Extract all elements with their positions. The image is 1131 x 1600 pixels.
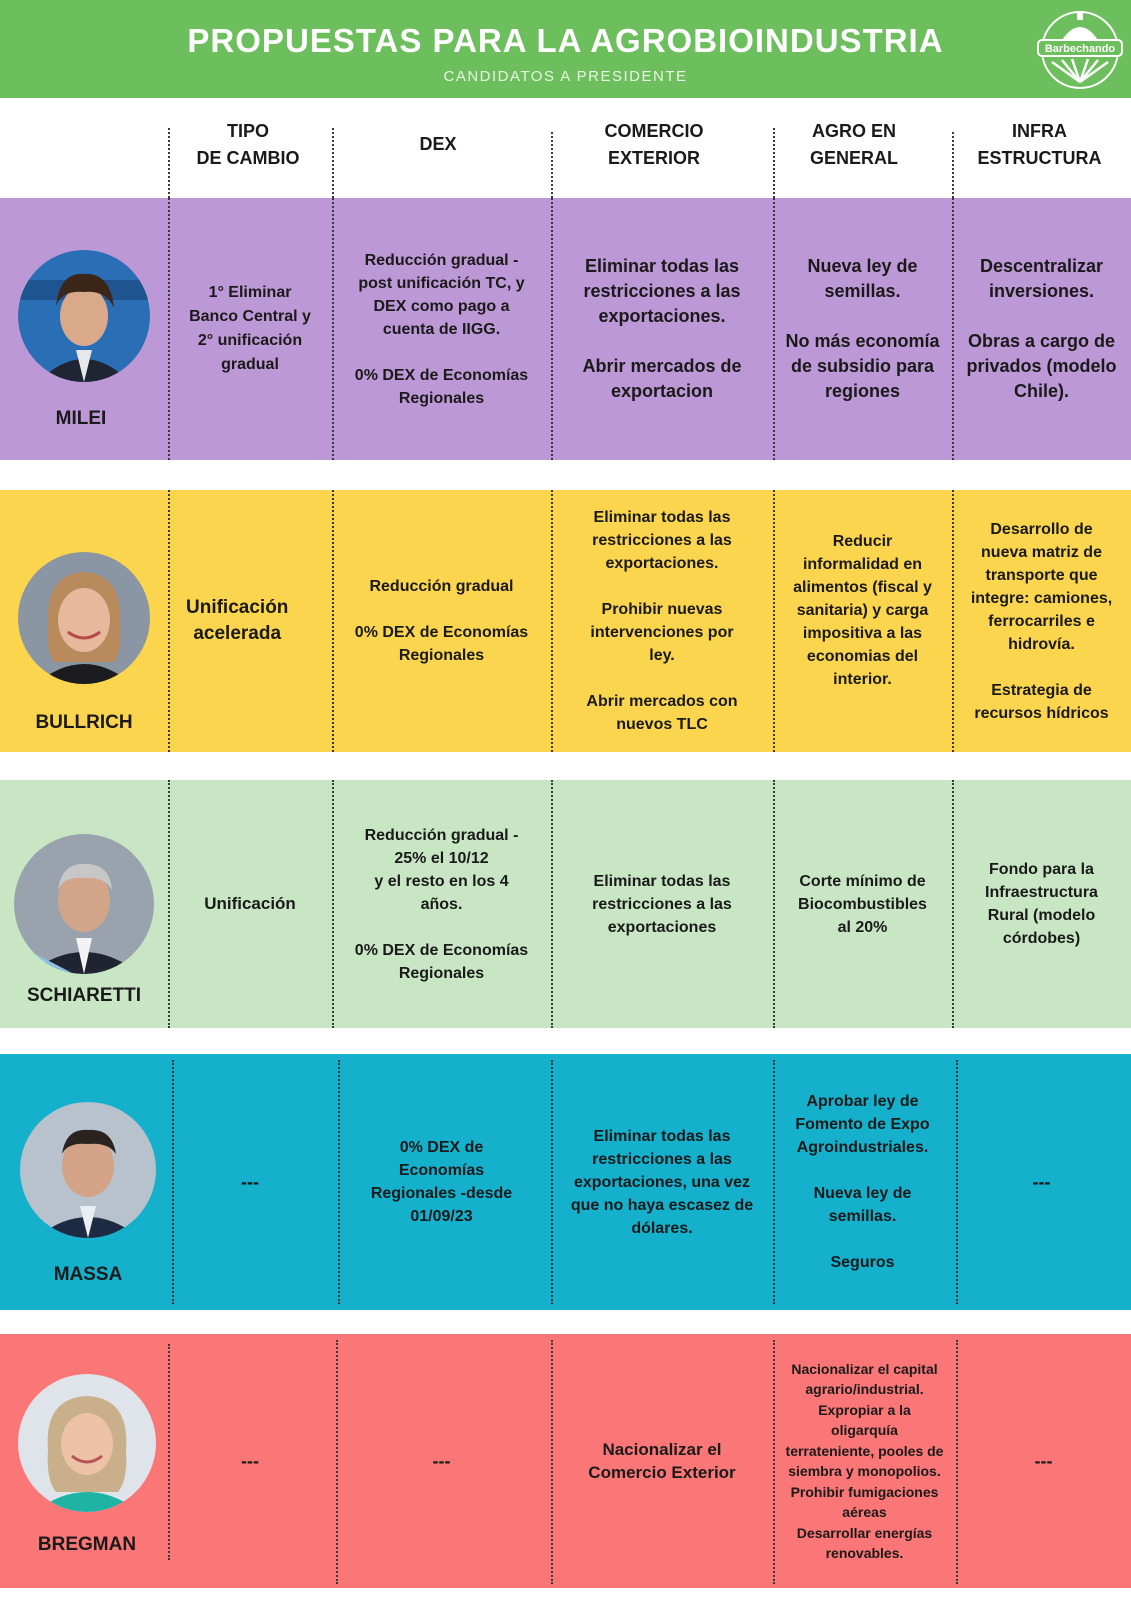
row-divider [551, 198, 553, 460]
bregman-agro-cell: Nacionalizar el capital agrario/industrial. Expropiar a la oligarquía terrateniente, pooles de siembra y monopolios. Prohibir fumigaciones aéreas Desarrollar energías renovables. [785, 1360, 944, 1561]
bullrich-tipo-cambio-cell: Unificación acelerada [186, 597, 289, 644]
candidate-row-bregman [0, 1334, 1131, 1588]
row-divider [168, 1344, 170, 1560]
column-headers [0, 98, 1131, 198]
candidate-row-milei [0, 198, 1131, 460]
candidate-name: BREGMAN [37, 1534, 137, 1555]
row-divider [338, 1060, 340, 1304]
col-head-comercio-exterior: COMERCIO EXTERIOR [604, 121, 704, 168]
row-divider [956, 1340, 958, 1584]
candidate-row-bullrich [0, 490, 1131, 752]
bullrich-portrait-avatar [18, 552, 150, 684]
row-divider [551, 780, 553, 1028]
bullrich-agro-cell: Reducir informalidad en alimentos (fiscal y sanitaria) y carga impositiva a las economias del interior. [793, 533, 932, 688]
schiaretti-comercio-cell: Eliminar todas las restricciones a las exportaciones [592, 872, 732, 936]
col-head-agro-general: AGRO EN GENERAL [809, 121, 898, 168]
bregman-comercio-cell: Nacionalizar el Comercio Exterior [588, 1440, 736, 1482]
schiaretti-tipo-cambio-cell: Unificación [204, 894, 296, 913]
header-divider [168, 128, 170, 198]
bregman-infra-cell: --- [1034, 1451, 1053, 1471]
row-divider [168, 198, 170, 460]
candidate-name: SCHIARETTI [27, 985, 141, 1006]
header-divider [773, 128, 775, 198]
col-head-tipo-cambio: TIPO DE CAMBIO [196, 121, 300, 168]
candidate-row-massa [0, 1054, 1131, 1310]
header-divider [332, 128, 334, 198]
milei-dex-cell: Reducción gradual - post unificación TC, y DEX como pago a cuenta de IIGG. 0% DEX de Economías Regionales [354, 251, 529, 407]
row-divider [332, 198, 334, 460]
bregman-portrait-avatar [18, 1374, 156, 1512]
row-divider [952, 780, 954, 1028]
col-head-dex: DEX [419, 134, 457, 154]
row-divider [332, 490, 334, 752]
row-divider [952, 198, 954, 460]
bullrich-dex-cell: Reducción gradual 0% DEX de Economías Regionales [354, 578, 529, 664]
row-divider [773, 1060, 775, 1304]
row-divider [551, 490, 553, 752]
massa-comercio-cell: Eliminar todas las restricciones a las exportaciones, una vez que no haya escasez de dólares. [570, 1127, 754, 1237]
candidate-name: MASSA [53, 1264, 123, 1285]
milei-comercio-cell: Eliminar todas las restricciones a las exportaciones. Abrir mercados de exportacion [582, 256, 742, 401]
milei-tipo-cambio-cell: 1° Eliminar Banco Central y 2° unificación gradual [189, 284, 311, 373]
massa-infra-cell: --- [1032, 1172, 1051, 1192]
barbechando-logo-icon [1032, 6, 1128, 92]
candidate-name: BULLRICH [35, 712, 133, 733]
candidate-name: MILEI [55, 408, 107, 429]
col-head-infraestructura: INFRA ESTRUCTURA [977, 121, 1102, 168]
milei-portrait-avatar [18, 250, 150, 382]
row-divider [551, 1060, 553, 1304]
row-divider [773, 780, 775, 1028]
bullrich-infra-cell: Desarrollo de nueva matriz de transporte que integre: camiones, ferrocarriles e hidrovía. Estrategia de recursos hídricos [970, 520, 1113, 722]
row-divider [168, 780, 170, 1028]
logo-text: Barbechando [1044, 43, 1116, 55]
row-divider [952, 490, 954, 752]
massa-tipo-cambio-cell: --- [241, 1172, 259, 1192]
row-divider [168, 490, 170, 752]
massa-dex-cell: 0% DEX de Economías Regionales -desde 01/09/23 [370, 1139, 513, 1225]
milei-agro-cell: Nueva ley de semillas. No más economía de subsidio para regiones [785, 256, 940, 401]
header-banner [0, 0, 1131, 98]
page-subtitle: CANDIDATOS A PRESIDENTE [443, 68, 688, 85]
massa-portrait-avatar [20, 1102, 156, 1238]
schiaretti-agro-cell: Corte mínimo de Biocombustibles al 20% [798, 872, 927, 936]
bullrich-comercio-cell: Eliminar todas las restricciones a las exportaciones. Prohibir nuevas intervenciones por ley. Abrir mercados con nuevos TLC [586, 509, 738, 733]
bregman-dex-cell: --- [432, 1451, 451, 1471]
massa-agro-cell: Aprobar ley de Fomento de Expo Agroindustriales. Nueva ley de semillas. Seguros [795, 1093, 930, 1271]
header-divider [551, 132, 553, 198]
row-divider [956, 1060, 958, 1304]
schiaretti-portrait-avatar [14, 834, 154, 974]
row-divider [773, 1340, 775, 1584]
row-divider [332, 780, 334, 1028]
row-divider [773, 198, 775, 460]
row-divider [551, 1340, 553, 1584]
row-divider [336, 1340, 338, 1584]
row-divider [773, 490, 775, 752]
schiaretti-infra-cell: Fondo para la Infraestructura Rural (modelo córdobes) [985, 861, 1098, 947]
bregman-tipo-cambio-cell: --- [241, 1451, 259, 1471]
schiaretti-dex-cell: Reducción gradual - 25% el 10/12 y el resto en los 4 años. 0% DEX de Economías Regionales [354, 826, 529, 982]
header-divider [952, 132, 954, 198]
page-title: PROPUESTAS PARA LA AGROBIOINDUSTRIA [187, 22, 944, 59]
row-divider [172, 1060, 174, 1304]
candidate-row-schiaretti [0, 780, 1131, 1028]
milei-infra-cell: Descentralizar inversiones. Obras a cargo de privados (modelo Chile). [966, 256, 1117, 401]
